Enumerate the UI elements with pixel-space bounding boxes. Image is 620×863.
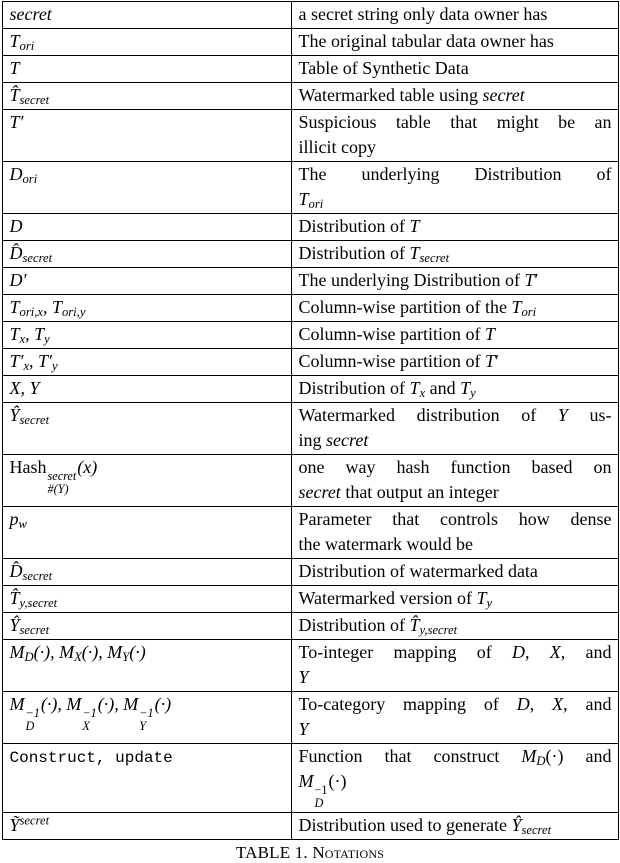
notation-cell: Construct, update bbox=[2, 744, 291, 813]
table-row bbox=[2, 295, 618, 322]
notation-cell: M −1 D (·), M −1 X (·), M −1 Y (·) bbox=[2, 692, 291, 744]
notation-cell: $Ŷ_{secret}$ bbox=[2, 403, 291, 455]
table-row bbox=[2, 241, 618, 268]
description-cell: Function that construct $M_D(\cdot)$ andM −1 D (·) bbox=[291, 744, 618, 813]
notation-cell: $D̂_{secret}$ bbox=[2, 559, 291, 586]
description-cell: Watermarked distribution of Y us-ing secret bbox=[291, 403, 618, 455]
notation-cell: $T'_x$, $T'_y$ bbox=[2, 349, 291, 376]
table-row bbox=[2, 744, 618, 813]
description-cell: Suspicious table that might be anillicit copy bbox=[291, 110, 618, 162]
notation-cell: $M_D(\cdot)$, $M_X(\cdot)$, $M_Y(\cdot)$ bbox=[2, 640, 291, 692]
table-caption bbox=[1, 843, 619, 863]
notations-table-body bbox=[2, 2, 618, 840]
table-row bbox=[2, 349, 618, 376]
table-row bbox=[2, 586, 618, 613]
description-cell: Distribution of T bbox=[291, 214, 618, 241]
table-row bbox=[2, 812, 618, 839]
notation-cell: secret bbox=[2, 2, 291, 29]
description-cell: The underlying Distribution ofT$_{ori}$ bbox=[291, 162, 618, 214]
notation-cell: X, Y bbox=[2, 376, 291, 403]
table-row bbox=[2, 110, 618, 162]
description-cell: Distribution of $T_x$ and $T_y$ bbox=[291, 376, 618, 403]
notation-cell: $D̂_{secret}$ bbox=[2, 241, 291, 268]
table-row bbox=[2, 507, 618, 559]
notation-cell: $Ŷ_{secret}$ bbox=[2, 613, 291, 640]
description-cell: To-integer mapping of D, X, andY bbox=[291, 640, 618, 692]
table-row bbox=[2, 376, 618, 403]
notation-cell: T bbox=[2, 56, 291, 83]
description-cell: Table of Synthetic Data bbox=[291, 56, 618, 83]
description-cell: The underlying Distribution of T′ bbox=[291, 268, 618, 295]
description-cell: Watermarked table using secret bbox=[291, 83, 618, 110]
table-row bbox=[2, 83, 618, 110]
table-row bbox=[2, 640, 618, 692]
table-row bbox=[2, 29, 618, 56]
table-row bbox=[2, 692, 618, 744]
notation-cell: $D_{ori}$ bbox=[2, 162, 291, 214]
notation-cell: $T̂_{y,secret}$ bbox=[2, 586, 291, 613]
description-cell: a secret string only data owner has bbox=[291, 2, 618, 29]
description-cell: The original tabular data owner has bbox=[291, 29, 618, 56]
description-cell: Distribution of $T_{secret}$ bbox=[291, 241, 618, 268]
notation-cell: D bbox=[2, 214, 291, 241]
description-cell: Distribution of $T̂_{y,secret}$ bbox=[291, 613, 618, 640]
table-row bbox=[2, 56, 618, 83]
table-row bbox=[2, 162, 618, 214]
notation-cell: $T_{ori}$ bbox=[2, 29, 291, 56]
notations-table bbox=[2, 1, 619, 840]
table-row bbox=[2, 322, 618, 349]
notation-cell: D′ bbox=[2, 268, 291, 295]
description-cell: Column-wise partition of the $T_{ori}$ bbox=[291, 295, 618, 322]
table-row bbox=[2, 613, 618, 640]
description-cell: Column-wise partition of T′ bbox=[291, 349, 618, 376]
table-row bbox=[2, 2, 618, 29]
table-row bbox=[2, 559, 618, 586]
description-cell: Distribution used to generate $Ŷ_{secret}$ bbox=[291, 812, 618, 839]
description-cell: Parameter that controls how densethe watermark would be bbox=[291, 507, 618, 559]
description-cell: one way hash function based onsecret that output an integer bbox=[291, 455, 618, 507]
description-cell: Distribution of watermarked data bbox=[291, 559, 618, 586]
table-row bbox=[2, 455, 618, 507]
notation-cell: $T_{ori,x}$, $T_{ori,y}$ bbox=[2, 295, 291, 322]
table-caption-text: TABLE 1. Notations bbox=[235, 842, 385, 862]
description-cell: Column-wise partition of T bbox=[291, 322, 618, 349]
notation-cell: $p_w$ bbox=[2, 507, 291, 559]
notation-cell: $T_x$, $T_y$ bbox=[2, 322, 291, 349]
table-row bbox=[2, 214, 618, 241]
table-row bbox=[2, 268, 618, 295]
description-cell: To-category mapping of D, X, andY bbox=[291, 692, 618, 744]
notation-cell: Hash secret #(Y) (x) bbox=[2, 455, 291, 507]
notation-cell: $T̂_{secret}$ bbox=[2, 83, 291, 110]
description-cell: Watermarked version of $T_y$ bbox=[291, 586, 618, 613]
table-row bbox=[2, 403, 618, 455]
notation-cell: T′ bbox=[2, 110, 291, 162]
notation-cell: Ỹ$^{secret}$ bbox=[2, 812, 291, 839]
